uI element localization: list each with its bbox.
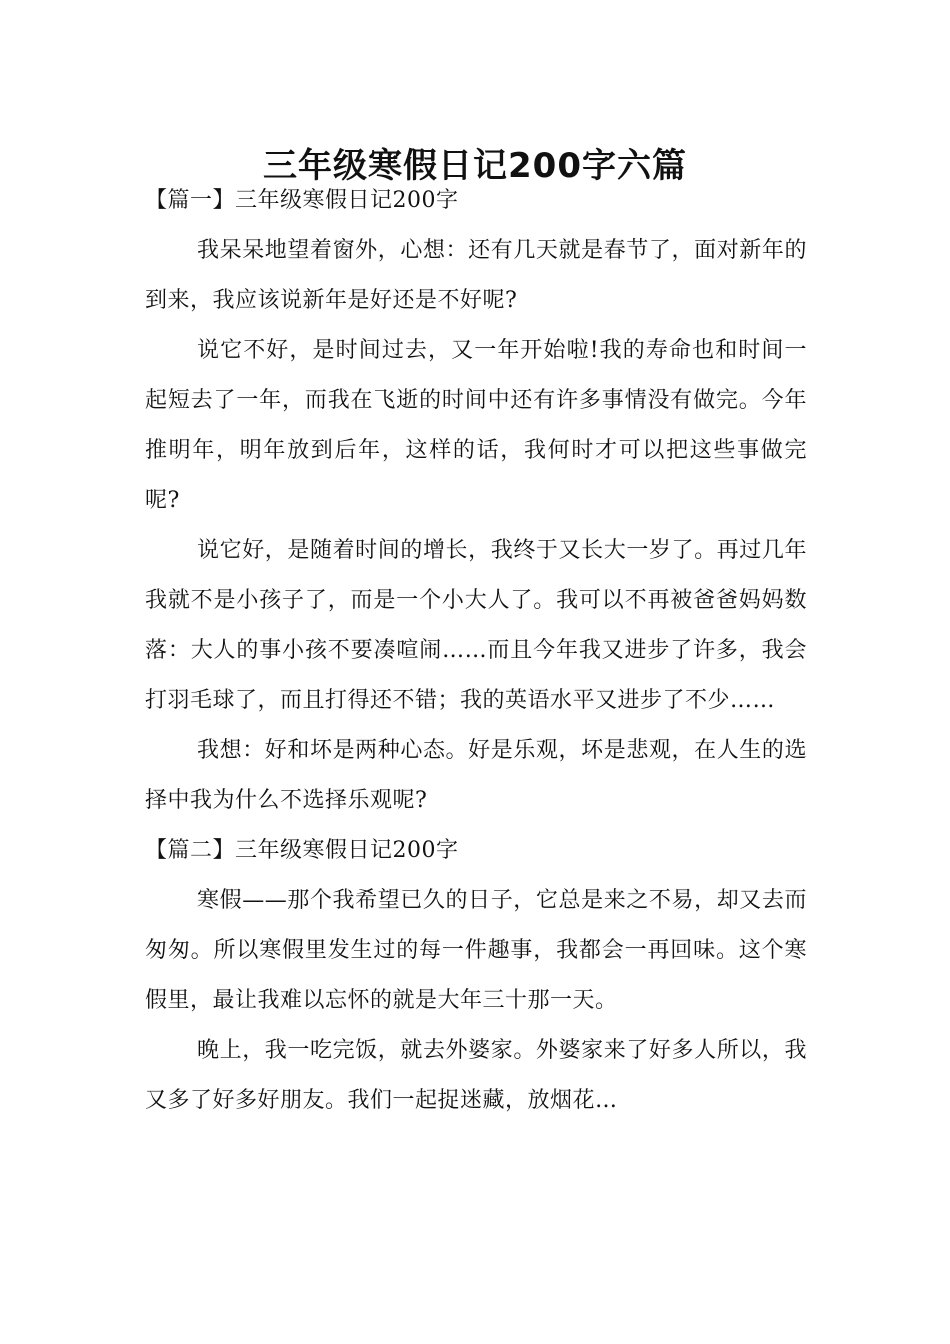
paragraph: 寒假——那个我希望已久的日子，它总是来之不易，却又去而匆匆。所以寒假里发生过的每一件趣事，我都会一再回味。这个寒假里，最让我难以忘怀的就是大年三十那一天。 (145, 888, 807, 1013)
paragraph: 我想：好和坏是两种心态。好是乐观，坏是悲观，在人生的选择中我为什么不选择乐观呢? (145, 738, 807, 813)
paragraph: 说它不好，是时间过去，又一年开始啦!我的寿命也和时间一起短去了一年，而我在飞逝的时间中还有许多事情没有做完。今年推明年，明年放到后年，这样的话，我何时才可以把这些事做完呢? (145, 338, 807, 513)
section-heading-1: 【篇一】三年级寒假日记200字 (145, 188, 459, 213)
paragraph: 我呆呆地望着窗外，心想：还有几天就是春节了，面对新年的到来，我应该说新年是好还是不好呢? (145, 238, 807, 313)
section-heading-2: 【篇二】三年级寒假日记200字 (145, 838, 459, 863)
paragraph: 晚上，我一吃完饭，就去外婆家。外婆家来了好多人所以，我又多了好多好朋友。我们一起捉迷藏，放烟花… (145, 1038, 807, 1113)
paragraph: 说它好，是随着时间的增长，我终于又长大一岁了。再过几年我就不是小孩子了，而是一个小大人了。我可以不再被爸爸妈妈数落：大人的事小孩不要凑喧闹……而且今年我又进步了许多，我会打羽毛球了，而且打得还不错；我的英语水平又进步了不少…… (145, 538, 807, 713)
document-title: 三年级寒假日记200字六篇 (263, 145, 687, 186)
document-body (145, 176, 807, 1126)
